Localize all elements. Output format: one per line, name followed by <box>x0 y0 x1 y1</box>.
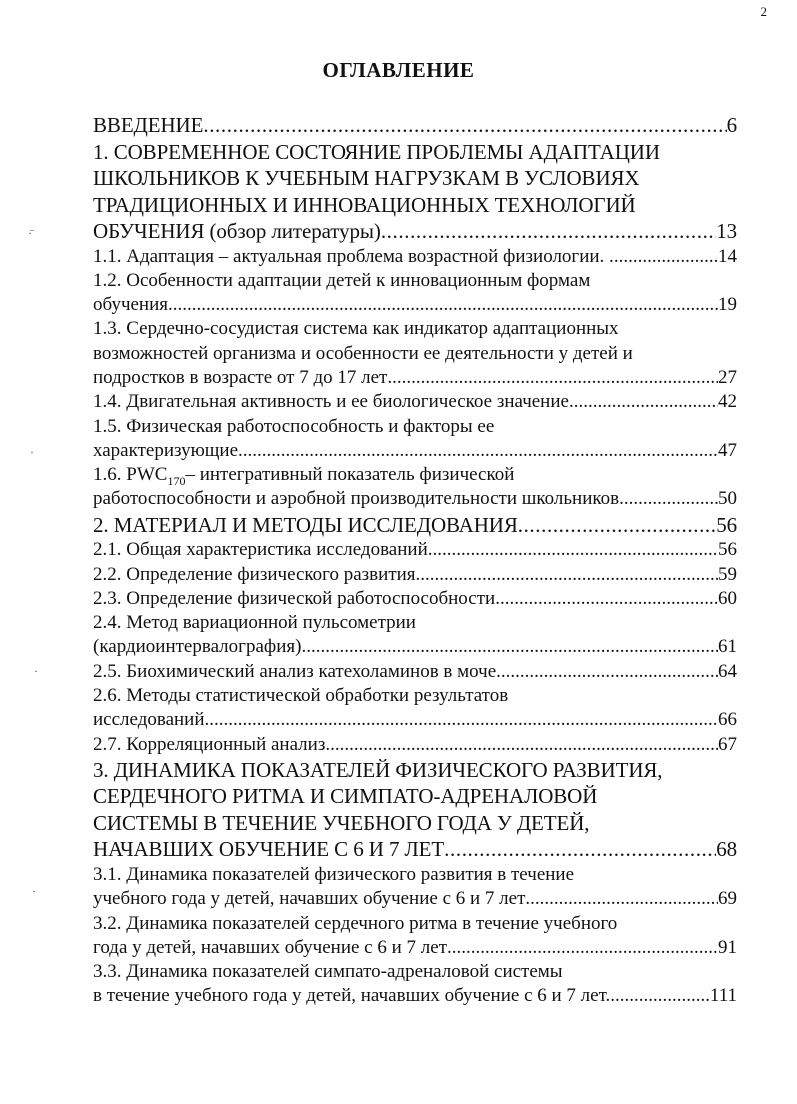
toc-leader-line <box>93 245 737 269</box>
toc-entry-title: ВВЕДЕНИЕ <box>93 113 204 137</box>
toc-entry-title: работоспособности и аэробной производительности школьников. <box>93 488 624 510</box>
toc-entry-title: 2. МАТЕРИАЛ И МЕТОДЫ ИССЛЕДОВАНИЯ <box>93 512 518 537</box>
toc-entry-line: 3.2. Динамика показателей сердечного ритма в течение учебного <box>93 912 618 934</box>
toc-leader-line <box>93 563 737 587</box>
toc-entry-line: 3.3. Динамика показателей симпато-адреналовой системы <box>93 961 563 983</box>
toc-entry-title: подростков в возрасте от 7 до 17 лет <box>93 366 388 388</box>
toc-section-entry <box>93 912 737 961</box>
toc-entry-title: характеризующие <box>93 439 239 461</box>
toc-leader-line <box>93 733 737 757</box>
dot-leader <box>614 245 718 269</box>
toc-section-entry <box>93 960 737 1009</box>
dot-leader <box>610 984 710 1008</box>
toc-page-number: 60 <box>718 587 737 609</box>
toc-page-number: 68 <box>716 837 737 862</box>
toc-page-number: 59 <box>718 563 737 585</box>
toc-page-number: 91 <box>718 936 737 958</box>
toc-entry-title: исследований <box>93 709 205 731</box>
toc-leader-line <box>93 936 737 960</box>
toc-entry-title: учебного года у детей, начавших обучение с 6 и 7 лет <box>93 888 526 910</box>
toc-section-entry <box>93 415 737 464</box>
toc-entry-line: 1.5. Физическая работоспособность и факторы ее <box>93 415 495 437</box>
dot-leader <box>496 660 718 684</box>
pwc-subscript: 170 <box>167 473 186 488</box>
toc-leader-line <box>93 836 737 863</box>
toc-page-number: 66 <box>718 709 737 731</box>
page-title: ОГЛАВЛЕНИЕ <box>322 58 475 82</box>
scan-speck: · <box>30 445 34 459</box>
toc-leader-line <box>93 708 737 732</box>
toc-entry-title: 1.4. Двигательная активность и ее биологическое значение. <box>93 391 574 413</box>
scan-speck: ·̈ <box>28 226 32 240</box>
toc-entry-title: 2.7. Корреляционный анализ <box>93 733 326 755</box>
toc-entry-title: ОБУЧЕНИЯ (обзор литературы) <box>93 219 381 243</box>
toc-page-number: 13 <box>716 219 737 243</box>
toc-entry-title: 2.1. Общая характеристика исследований <box>93 539 428 561</box>
toc-page-number: 69 <box>718 888 737 910</box>
toc-entry-title: в течение учебного года у детей, начавших обучение с 6 и 7 лет. <box>93 985 611 1007</box>
toc-page-number: 111 <box>709 985 737 1007</box>
toc-chapter-entry <box>93 757 737 863</box>
dot-leader <box>238 439 718 463</box>
toc-page-number: 56 <box>718 539 737 561</box>
dot-leader <box>525 887 718 911</box>
toc-section-entry <box>93 587 737 611</box>
dot-leader <box>205 708 718 732</box>
toc-entry-title: 2.2. Определение физического развития <box>93 563 416 585</box>
toc-leader-line <box>93 487 737 511</box>
toc-entry-title: обучения <box>93 294 169 316</box>
dot-leader <box>518 512 716 539</box>
toc-page-number: 50 <box>718 488 737 510</box>
toc-entry-line: возможностей организма и особенности ее деятельности у детей и <box>93 342 633 364</box>
toc-entry-line <box>93 463 737 487</box>
dot-leader <box>428 538 718 562</box>
toc-entry-line: СЕРДЕЧНОГО РИТМА И СИМПАТО-АДРЕНАЛОВОЙ <box>93 784 598 809</box>
toc-section-entry <box>93 390 737 414</box>
toc-entry-line: СИСТЕМЫ В ТЕЧЕНИЕ УЧЕБНОГО ГОДА У ДЕТЕЙ, <box>93 810 590 835</box>
toc-page-number: 61 <box>718 636 737 658</box>
dot-leader <box>447 936 718 960</box>
toc-entry-line: 1.3. Сердечно-сосудистая система как индикатор адаптационных <box>93 318 619 340</box>
toc-entry-line: 1. СОВРЕМЕННОЕ СОСТОЯНИЕ ПРОБЛЕМЫ АДАПТАЦИИ <box>93 139 660 164</box>
toc-section-entry <box>93 245 737 269</box>
dot-leader <box>168 293 718 317</box>
toc-entry-line: 3. ДИНАМИКА ПОКАЗАТЕЛЕЙ ФИЗИЧЕСКОГО РАЗВИТИЯ, <box>93 757 663 782</box>
toc-page-number: 56 <box>716 512 737 537</box>
dot-leader <box>574 390 718 414</box>
pwc-rest: – интегративный показатель физической <box>185 464 515 486</box>
toc-page-number: 19 <box>718 294 737 316</box>
toc-page-number: 27 <box>718 366 737 388</box>
toc-page-number: 42 <box>718 391 737 413</box>
toc-page-number: 47 <box>718 439 737 461</box>
toc-leader-line <box>93 112 737 139</box>
toc-entry-title: 2.3. Определение физической работоспособности <box>93 587 496 609</box>
dot-leader <box>495 587 718 611</box>
toc-page-number: 6 <box>726 113 737 137</box>
toc-chapter-entry <box>93 112 737 139</box>
toc-leader-line <box>93 587 737 611</box>
toc-entry-line: ТРАДИЦИОННЫХ И ИННОВАЦИОННЫХ ТЕХНОЛОГИЙ <box>93 192 636 217</box>
toc-section-entry <box>93 611 737 660</box>
toc-entry-title: 2.5. Биохимический анализ катехоламинов в моче <box>93 660 497 682</box>
dot-leader <box>203 112 726 139</box>
toc-entry-title: НАЧАВШИХ ОБУЧЕНИЕ С 6 И 7 ЛЕТ <box>93 837 445 862</box>
toc-section-entry <box>93 863 737 912</box>
pwc-prefix: 1.6. PWC <box>93 464 168 486</box>
toc-section-entry <box>93 463 737 512</box>
toc-leader-line <box>93 635 737 659</box>
toc-chapter-entry <box>93 512 737 539</box>
scan-speck: · <box>34 664 38 678</box>
toc-leader-line <box>93 439 737 463</box>
toc-entry-title: (кардиоинтервалография) <box>93 636 302 658</box>
toc-entry-line: 2.4. Метод вариационной пульсометрии <box>93 612 416 634</box>
table-of-contents <box>93 112 737 1009</box>
toc-leader-line <box>93 390 737 414</box>
toc-page-number: 67 <box>718 733 737 755</box>
toc-entry-line: 1.2. Особенности адаптации детей к инновационным формам <box>93 269 591 291</box>
toc-leader-line <box>93 512 737 539</box>
toc-section-entry <box>93 563 737 587</box>
dot-leader <box>624 487 718 511</box>
toc-page-number: 14 <box>718 245 737 267</box>
toc-section-entry <box>93 733 737 757</box>
toc-leader-line <box>93 218 737 245</box>
dot-leader <box>444 836 716 863</box>
toc-section-entry <box>93 660 737 684</box>
scan-speck: · <box>32 884 36 898</box>
dot-leader <box>381 218 716 245</box>
dot-leader <box>301 635 718 659</box>
dot-leader <box>416 563 718 587</box>
toc-leader-line <box>93 366 737 390</box>
toc-leader-line <box>93 660 737 684</box>
toc-entry-title: года у детей, начавших обучение с 6 и 7 лет <box>93 936 447 958</box>
page-number: 2 <box>760 4 767 19</box>
toc-entry-line: ШКОЛЬНИКОВ К УЧЕБНЫМ НАГРУЗКАМ В УСЛОВИЯХ <box>93 166 640 190</box>
toc-section-entry <box>93 538 737 562</box>
toc-leader-line <box>93 984 737 1008</box>
toc-entry-line: 3.1. Динамика показателей физического развития в течение <box>93 863 575 885</box>
toc-section-entry <box>93 269 737 318</box>
toc-entry-line: 2.6. Методы статистической обработки результатов <box>93 685 509 707</box>
toc-leader-line <box>93 293 737 317</box>
toc-leader-line <box>93 538 737 562</box>
toc-entry-title: 1.1. Адаптация – актуальная проблема возрастной физиологии. . <box>93 245 614 267</box>
toc-section-entry <box>93 317 737 390</box>
dot-leader <box>387 366 718 390</box>
toc-section-entry <box>93 684 737 733</box>
toc-chapter-entry <box>93 139 737 245</box>
toc-leader-line <box>93 887 737 911</box>
toc-page-number: 64 <box>718 660 737 682</box>
dot-leader <box>325 733 718 757</box>
